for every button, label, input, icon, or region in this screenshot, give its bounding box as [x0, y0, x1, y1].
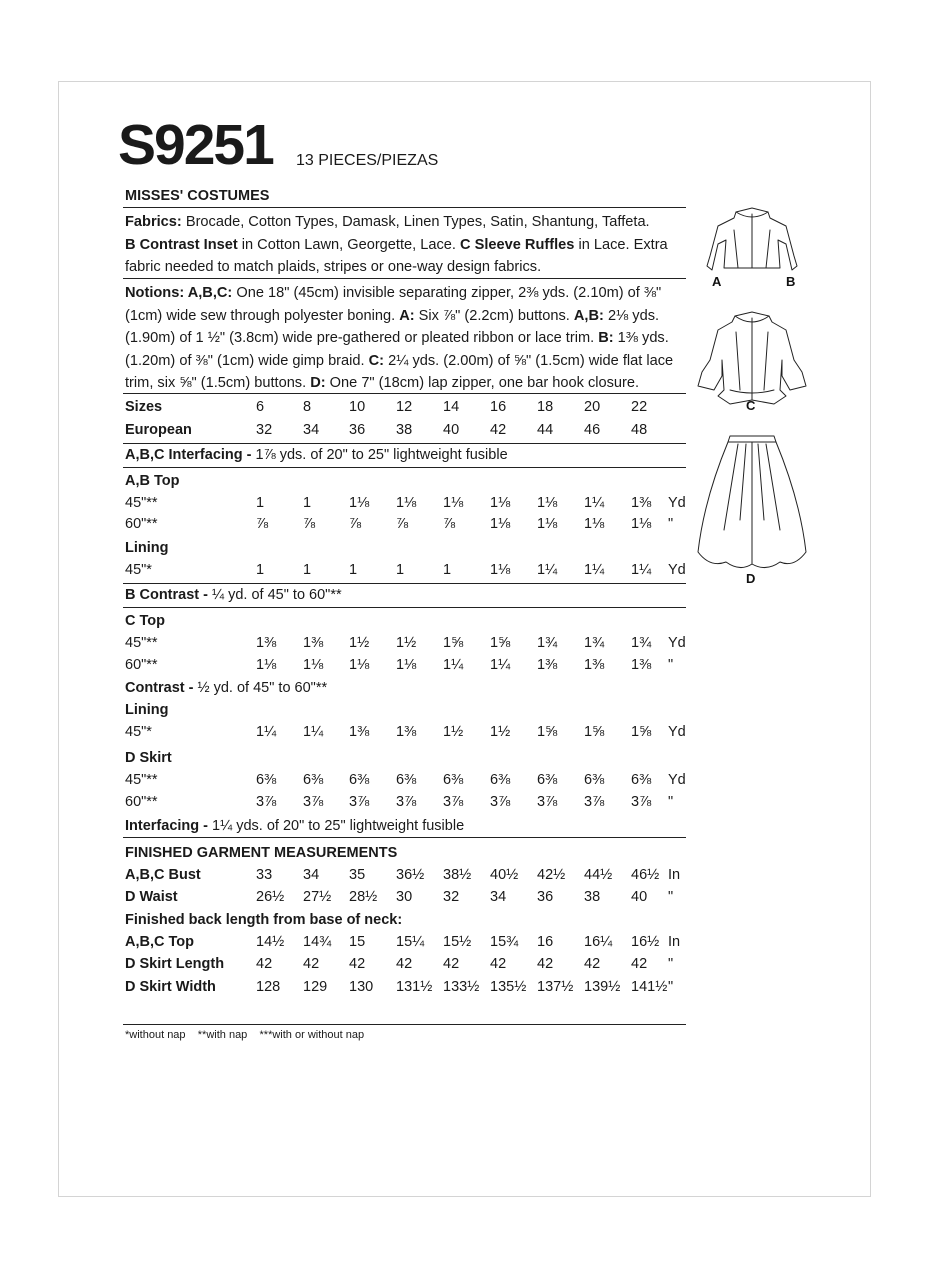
skirt-length-row [125, 953, 695, 975]
d-skirt-45-row [125, 769, 695, 791]
table-cell: 6⅜ [537, 772, 558, 788]
top-length-row [125, 931, 695, 953]
table-cell: 28½ [349, 889, 378, 905]
ab-top-60-row [125, 513, 695, 535]
row-label: Sizes [125, 399, 163, 415]
table-cell: 1⅛ [303, 657, 324, 673]
table-cell: 42 [443, 956, 460, 972]
table-cell: 137½ [537, 979, 574, 995]
notions-section [125, 282, 690, 395]
notions-ab-label: A,B: [573, 307, 604, 324]
notions-c-label: C: [368, 352, 385, 369]
table-cell: 1½ [443, 724, 464, 740]
footnote: *without nap **with nap ***with or without nap [125, 1029, 365, 1041]
table-cell: ⅞ [303, 516, 316, 532]
table-cell: 12 [396, 399, 413, 415]
row-label: 60"** [125, 657, 158, 673]
contrast-inset-text: in Cotton Lawn, Georgette, Lace. [237, 236, 461, 253]
table-cell: 1¼ [490, 657, 511, 673]
row-label: European [125, 422, 192, 438]
fabrics-label: Fabrics: [125, 214, 182, 230]
table-cell: 1 [256, 562, 265, 578]
table-cell: 42 [584, 956, 601, 972]
unit-cell: " [668, 979, 674, 995]
table-cell: 1¼ [584, 562, 605, 578]
table-cell: 15¼ [396, 934, 425, 950]
table-cell: 8 [303, 399, 312, 415]
c-top-heading: C Top [125, 613, 165, 629]
unit-cell: In [668, 934, 681, 950]
fabrics-section [125, 211, 690, 279]
table-cell: 48 [631, 422, 648, 438]
table-cell: ⅞ [443, 516, 456, 532]
table-cell: 42 [537, 956, 554, 972]
table-cell: 133½ [443, 979, 480, 995]
table-cell: 42 [256, 956, 273, 972]
row-label: D Skirt Width [125, 979, 216, 995]
notions-abc-text: One 18" (45cm) invisible separating zipper, 2⅜ yds. (2.10m) of ⅜" [232, 285, 662, 301]
table-cell: 128 [256, 979, 281, 995]
table-cell: 1⅝ [631, 724, 652, 740]
unit-cell: Yd [668, 772, 686, 788]
table-cell: 22 [631, 399, 648, 415]
unit-cell: Yd [668, 562, 686, 578]
table-cell: 10 [349, 399, 366, 415]
table-cell: 130 [349, 979, 374, 995]
european-row [125, 419, 695, 441]
table-cell: 42 [490, 422, 507, 438]
table-cell: 14 [443, 399, 460, 415]
table-cell: 141½ [631, 979, 668, 995]
sleeve-ruffles-label: C Sleeve Ruffles [460, 236, 575, 253]
notions-d-label: D: [310, 375, 326, 391]
fabrics-text: Brocade, Cotton Types, Damask, Linen Types, Satin, Shantung, Taffeta. [181, 214, 650, 230]
table-cell: 38 [396, 422, 413, 438]
table-cell: 1½ [490, 724, 511, 740]
abc-interfacing-text: 1⅞ yds. of 20" to 25" lightweight fusible [255, 447, 508, 463]
table-cell: 3⅞ [256, 794, 277, 810]
notions-label: Notions: [125, 285, 185, 301]
contrast-inset-label: B Contrast Inset [125, 236, 238, 253]
rule [123, 837, 686, 838]
unit-cell: " [668, 889, 674, 905]
table-cell: 6⅜ [349, 772, 370, 788]
table-cell: 1¼ [631, 562, 652, 578]
table-cell: 27½ [303, 889, 332, 905]
table-cell: 30 [396, 889, 413, 905]
table-cell: 3⅞ [349, 794, 370, 810]
table-cell: 1⅛ [490, 562, 511, 578]
table-cell: 1⅜ [537, 657, 558, 673]
table-cell: 15¾ [490, 934, 519, 950]
table-cell: 1¼ [303, 724, 324, 740]
skirt-width-row [125, 976, 695, 998]
table-cell: 1 [303, 495, 312, 511]
row-label: 60"** [125, 794, 158, 810]
lining-heading: Lining [125, 540, 169, 556]
table-cell: 36 [537, 889, 554, 905]
table-cell: 18 [537, 399, 554, 415]
table-cell: 33 [256, 867, 273, 883]
table-cell: 1 [349, 562, 358, 578]
table-cell: 1⅜ [256, 635, 277, 651]
table-cell: 16¼ [584, 934, 613, 950]
b-contrast-text: ¼ yd. of 45" to 60"** [212, 587, 342, 603]
table-cell: 1½ [396, 635, 417, 651]
table-cell: 32 [443, 889, 460, 905]
unit-cell: In [668, 867, 681, 883]
table-cell: 46½ [631, 867, 660, 883]
table-cell: 15 [349, 934, 366, 950]
row-label: A,B,C Bust [125, 867, 201, 883]
table-cell: 3⅞ [396, 794, 417, 810]
table-cell: 1⅝ [537, 724, 558, 740]
table-cell: 1¼ [443, 657, 464, 673]
table-cell: 16½ [631, 934, 660, 950]
table-cell: 1⅜ [631, 495, 652, 511]
table-cell: 14¾ [303, 934, 332, 950]
table-cell: 1 [443, 562, 452, 578]
table-cell: 135½ [490, 979, 527, 995]
notions-c-text: 2¼ yds. (2.00m) of ⅝" (1.5cm) wide flat lace [384, 352, 674, 369]
table-cell: 1⅛ [349, 495, 370, 511]
table-cell: 1¾ [584, 635, 605, 651]
notions-d-text: One 7" (18cm) lap zipper, one bar hook closure. [325, 375, 640, 391]
table-cell: 1 [303, 562, 312, 578]
row-label: 45"* [125, 724, 152, 740]
rule [123, 1024, 686, 1025]
table-cell: 6⅜ [490, 772, 511, 788]
d-skirt-60-row [125, 791, 695, 813]
table-cell: 1⅝ [584, 724, 605, 740]
view-a-label: A [712, 274, 722, 289]
table-cell: 6⅜ [631, 772, 652, 788]
table-cell: 1⅛ [490, 516, 511, 532]
table-cell: 36 [349, 422, 366, 438]
view-d-label: D [746, 571, 756, 586]
table-cell: 42 [631, 956, 648, 972]
notions-line5: trim, six ⅝" (1.5cm) buttons. [125, 375, 311, 391]
table-cell: 3⅞ [443, 794, 464, 810]
table-cell: 42 [303, 956, 320, 972]
table-cell: 3⅞ [490, 794, 511, 810]
d-skirt-heading: D Skirt [125, 750, 172, 766]
ab-top-heading: A,B Top [125, 473, 180, 489]
abc-interfacing-label: A,B,C Interfacing - 1⅞ yds. of 20" to 25" lightweight fusible [125, 447, 508, 463]
rule [123, 607, 686, 608]
notions-line2: (1cm) wide sew through polyester boning. [125, 307, 400, 324]
table-cell: 42 [396, 956, 413, 972]
table-cell: 32 [256, 422, 273, 438]
table-cell: 42 [349, 956, 366, 972]
table-cell: 3⅞ [537, 794, 558, 810]
table-cell: 6⅜ [256, 772, 277, 788]
pattern-number: S9251 [118, 113, 273, 177]
sketch-illustration [690, 200, 820, 600]
ab-top-45-row [125, 492, 695, 514]
measurements-title: FINISHED GARMENT MEASUREMENTS [125, 845, 398, 861]
table-cell: 1¾ [631, 635, 652, 651]
table-cell: 6⅜ [303, 772, 324, 788]
table-cell: 6 [256, 399, 265, 415]
table-cell: 1¼ [256, 724, 277, 740]
pattern-title: MISSES' COSTUMES [125, 188, 270, 204]
table-cell: 16 [490, 399, 507, 415]
fabrics-extra: fabric needed to match plaids, stripes or one-way design fabrics. [125, 259, 542, 275]
view-c-label: C [746, 398, 756, 413]
unit-cell: Yd [668, 495, 686, 511]
row-label: D Skirt Length [125, 956, 225, 972]
skirt-d-sketch [728, 436, 776, 442]
c-top-60-row [125, 654, 695, 676]
table-cell: 1⅛ [537, 516, 558, 532]
unit-cell: Yd [668, 635, 686, 651]
row-label: 60"** [125, 516, 158, 532]
interfacing-text: 1¼ yds. of 20" to 25" lightweight fusible [212, 818, 465, 834]
table-cell: 131½ [396, 979, 433, 995]
row-label: 45"** [125, 772, 158, 788]
table-cell: 1⅝ [490, 635, 511, 651]
table-cell: 1⅜ [584, 657, 605, 673]
table-cell: 6⅜ [584, 772, 605, 788]
table-cell: 34 [490, 889, 507, 905]
lining-45-row [125, 559, 695, 581]
table-cell: 40 [443, 422, 460, 438]
row-label: A,B,C Top [125, 934, 194, 950]
table-cell: 38 [584, 889, 601, 905]
row-label: D Waist [125, 889, 178, 905]
row-label: 45"** [125, 495, 158, 511]
table-cell: 38½ [443, 867, 472, 883]
table-cell: 1⅜ [396, 724, 417, 740]
table-cell: 1⅛ [490, 495, 511, 511]
contrast-text: ½ yd. of 45" to 60"** [197, 680, 328, 696]
unit-cell: " [668, 794, 674, 810]
sleeve-ruffles-text: in Lace. Extra [574, 236, 668, 253]
row-label: 45"* [125, 562, 152, 578]
table-cell: 1⅛ [537, 495, 558, 511]
table-cell: 42 [490, 956, 507, 972]
table-cell: 1½ [349, 635, 370, 651]
table-cell: 34 [303, 422, 320, 438]
view-b-label: B [786, 274, 796, 289]
lining-heading-2: Lining [125, 702, 169, 718]
table-cell: 6⅜ [396, 772, 417, 788]
sizes-row [125, 396, 695, 418]
table-cell: 36½ [396, 867, 425, 883]
unit-cell: Yd [668, 724, 686, 740]
back-length-heading: Finished back length from base of neck: [125, 912, 403, 928]
unit-cell: " [668, 956, 674, 972]
rule [123, 207, 686, 208]
notions-b-label: B: [598, 330, 614, 346]
unit-cell: " [668, 657, 674, 673]
table-cell: 1¼ [537, 562, 558, 578]
table-cell: 1⅛ [584, 516, 605, 532]
table-cell: 1 [256, 495, 265, 511]
table-cell: 42½ [537, 867, 566, 883]
notions-b-text: 1⅜ yds. [613, 330, 669, 346]
table-cell: 1⅜ [303, 635, 324, 651]
table-cell: 1⅛ [256, 657, 277, 673]
unit-cell: " [668, 516, 674, 532]
interfacing-row: Interfacing - 1¼ yds. of 20" to 25" lightweight fusible [125, 818, 465, 834]
table-cell: 16 [537, 934, 554, 950]
table-cell: 3⅞ [584, 794, 605, 810]
abc-interfacing-row [125, 444, 695, 466]
table-cell: 14½ [256, 934, 285, 950]
table-cell: 1⅛ [349, 657, 370, 673]
table-cell: 15½ [443, 934, 472, 950]
table-cell: 1⅜ [631, 657, 652, 673]
rule [123, 278, 686, 279]
table-cell: 20 [584, 399, 601, 415]
table-cell: 34 [303, 867, 320, 883]
table-cell: 1⅜ [349, 724, 370, 740]
table-cell: 1⅛ [396, 657, 417, 673]
bust-row [125, 864, 695, 886]
table-cell: ⅞ [349, 516, 362, 532]
table-cell: 44½ [584, 867, 613, 883]
rule [123, 467, 686, 468]
table-cell: 139½ [584, 979, 621, 995]
table-cell: 1⅝ [443, 635, 464, 651]
view-sketches [690, 200, 820, 600]
table-cell: 3⅞ [303, 794, 324, 810]
table-cell: ⅞ [256, 516, 269, 532]
table-cell: 40½ [490, 867, 519, 883]
pieces-count: 13 PIECES/PIEZAS [296, 152, 439, 169]
table-cell: 26½ [256, 889, 285, 905]
row-label: 45"** [125, 635, 158, 651]
table-cell: 35 [349, 867, 366, 883]
waist-row [125, 886, 695, 908]
c-top-45-row [125, 632, 695, 654]
table-cell: 46 [584, 422, 601, 438]
notions-line3: (1.90m) of 1 ½" (3.8cm) wide pre-gathered or pleated ribbon or lace trim. [125, 330, 599, 346]
table-cell: 1⅛ [443, 495, 464, 511]
table-cell: ⅞ [396, 516, 409, 532]
table-cell: 1¼ [584, 495, 605, 511]
contrast-row: Contrast - ½ yd. of 45" to 60"** [125, 680, 328, 696]
b-contrast-row: B Contrast - ¼ yd. of 45" to 60"** [125, 587, 342, 603]
notions-a-text: Six ⅞" (2.2cm) buttons. [414, 307, 574, 324]
table-cell: 6⅜ [443, 772, 464, 788]
table-cell: 1⅛ [396, 495, 417, 511]
table-cell: 1⅛ [631, 516, 652, 532]
table-cell: 44 [537, 422, 554, 438]
table-cell: 3⅞ [631, 794, 652, 810]
table-cell: 129 [303, 979, 328, 995]
table-cell: 40 [631, 889, 648, 905]
table-cell: 1¾ [537, 635, 558, 651]
notions-abc-label: A,B,C: [184, 285, 233, 301]
lining-2-45-row [125, 721, 695, 743]
notions-line4: (1.20m) of ⅜" (1cm) wide gimp braid. [125, 352, 369, 369]
notions-ab-text: 2⅛ yds. [603, 307, 660, 324]
table-cell: 1 [396, 562, 405, 578]
notions-a-label: A: [399, 307, 415, 324]
rule [123, 393, 686, 394]
